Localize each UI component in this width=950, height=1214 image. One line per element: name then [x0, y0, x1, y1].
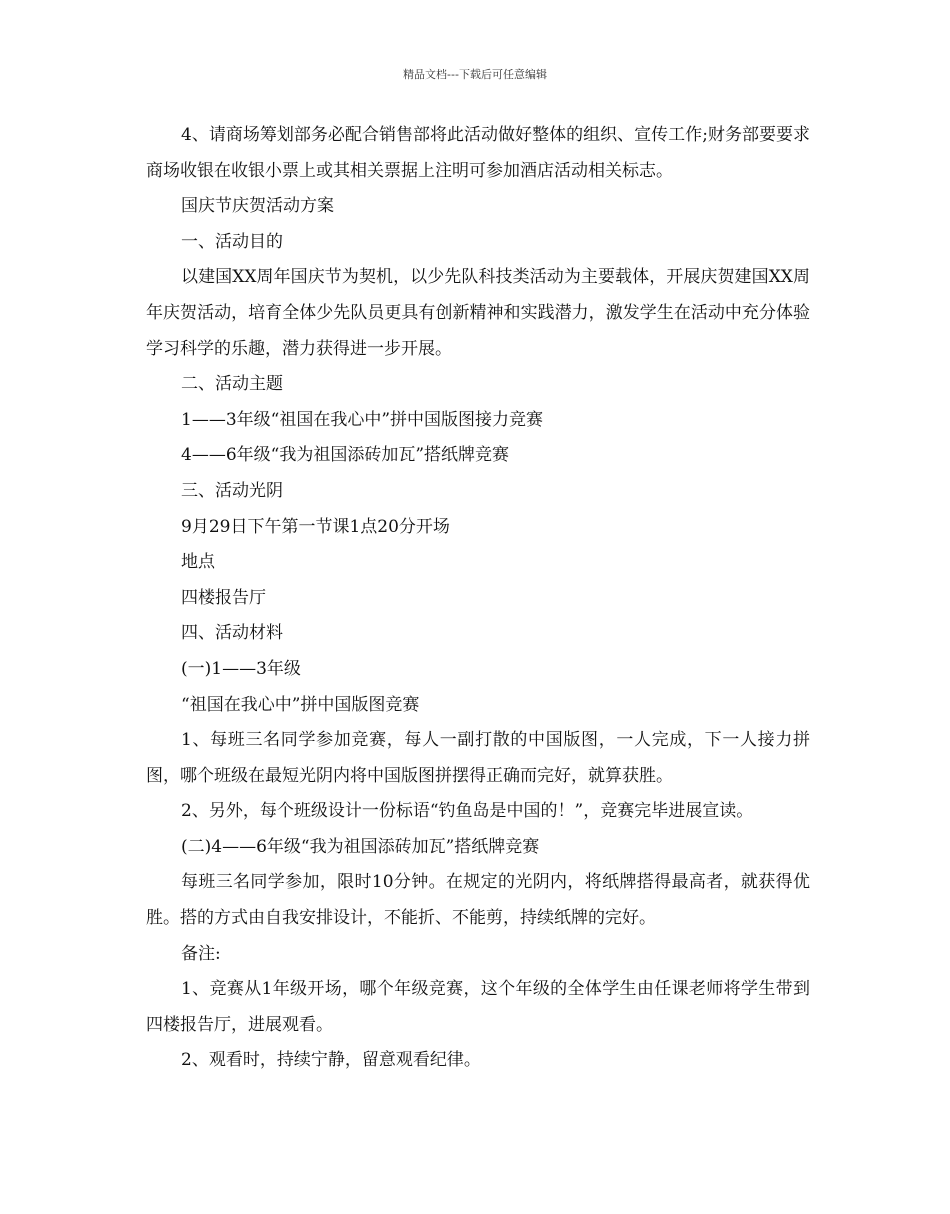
paragraph-10: 地点 — [181, 552, 215, 573]
paragraph-21: 2、观看时，持续宁静，留意观看纪律。 — [181, 1050, 481, 1071]
paragraph-18: 每班三名同学参加，限时10分钟。在规定的光阴内，将纸牌搭得最高者，就获得优胜。搭的方式由自我安排设计，不能折、不能剪，持续纸牌的完好。 — [146, 872, 810, 929]
paragraph-14: “祖国在我心中”拼中国版图竞赛 — [181, 694, 420, 715]
paragraph-7: 4——6年级“我为祖国添砖加瓦”搭纸牌竞赛 — [181, 445, 510, 466]
paragraph-8: 三、活动光阴 — [181, 480, 283, 501]
page-header: 精品文档---下载后可任意编辑 — [403, 68, 547, 81]
paragraph-6: 1——3年级“祖国在我心中”拼中国版图接力竞赛 — [181, 409, 544, 430]
paragraph-17: (二)4——6年级“我为祖国添砖加瓦”搭纸牌竞赛 — [181, 836, 540, 857]
paragraph-2: 国庆节庆贺活动方案 — [181, 196, 334, 217]
document-body — [146, 118, 810, 1079]
paragraph-19: 备注: — [181, 943, 221, 964]
paragraph-1: 4、请商场筹划部务必配合销售部将此活动做好整体的组织、宣传工作;财务部要要求商场收银在收银小票上或其相关票据上注明可参加酒店活动相关标志。 — [146, 125, 810, 181]
paragraph-9: 9月29日下午第一节课1点20分开场 — [181, 516, 450, 537]
paragraph-5: 二、活动主题 — [181, 374, 283, 395]
paragraph-20: 1、竞赛从1年级开场，哪个年级竞赛，这个年级的全体学生由任课老师将学生带到四楼报告厅，进展观看。 — [146, 979, 810, 1035]
paragraph-16: 2、另外，每个班级设计一份标语“钓鱼岛是中国的！”，竞赛完毕进展宣读。 — [181, 801, 754, 822]
paragraph-15: 1、每班三名同学参加竞赛，每人一副打散的中国版图，一人完成，下一人接力拼图，哪个班级在最短光阴内将中国版图拼摆得正确而完好，就算获胜。 — [146, 730, 810, 786]
paragraph-13: (一)1——3年级 — [181, 658, 301, 679]
paragraph-11: 四楼报告厅 — [181, 587, 266, 608]
paragraph-3: 一、活动目的 — [181, 231, 283, 252]
paragraph-12: 四、活动材料 — [181, 623, 283, 644]
paragraph-4: 以建国XX周年国庆节为契机，以少先队科技类活动为主要载体，开展庆贺建国XX周年庆贺活动，培育全体少先队员更具有创新精神和实践潜力，激发学生在活动中充分体验学习科学的乐趣，潜力获得进一步开展。 — [146, 267, 810, 359]
